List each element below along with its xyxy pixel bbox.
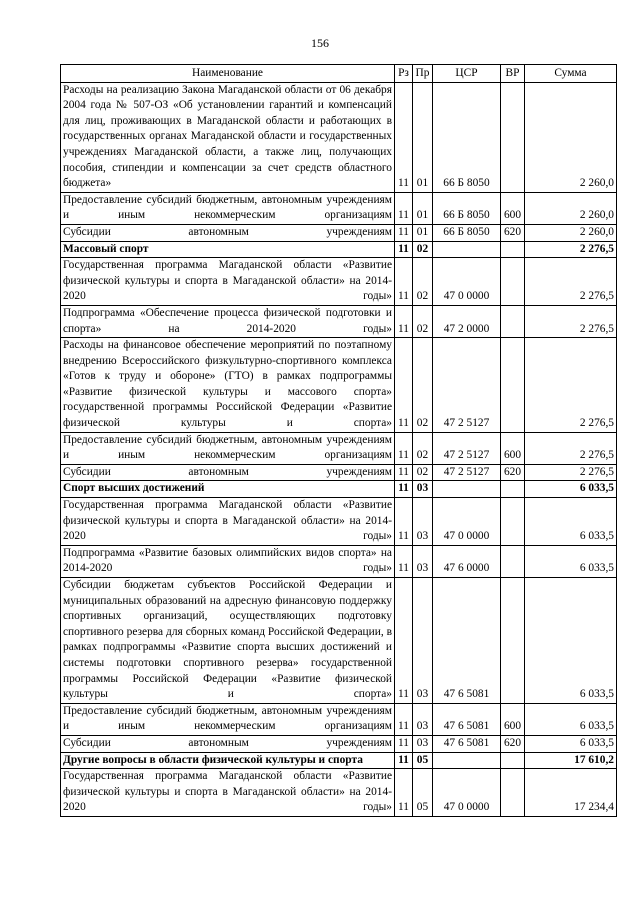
row-csr: 47 2 5127 [433, 338, 501, 433]
row-vr [501, 498, 525, 546]
header-name: Наименование [61, 65, 395, 83]
row-vr: 600 [501, 703, 525, 735]
row-pr: 01 [413, 192, 433, 224]
row-csr: 47 2 0000 [433, 305, 501, 337]
row-rz: 11 [395, 464, 413, 481]
row-csr: 47 6 5081 [433, 578, 501, 704]
row-pr: 02 [413, 432, 433, 464]
row-amount: 2 276,5 [525, 258, 617, 306]
table-row [61, 752, 617, 769]
header-sum: Сумма [525, 65, 617, 83]
row-vr: 620 [501, 224, 525, 241]
row-csr: 47 6 5081 [433, 703, 501, 735]
row-amount: 2 276,5 [525, 464, 617, 481]
row-pr: 01 [413, 224, 433, 241]
row-amount: 2 276,5 [525, 241, 617, 258]
budget-table [60, 64, 617, 817]
table-row [61, 481, 617, 498]
row-pr: 02 [413, 258, 433, 306]
table-row [61, 703, 617, 735]
row-pr: 03 [413, 498, 433, 546]
row-rz: 11 [395, 432, 413, 464]
row-csr [433, 752, 501, 769]
table-row [61, 338, 617, 433]
row-pr: 02 [413, 305, 433, 337]
row-amount: 6 033,5 [525, 545, 617, 577]
row-amount: 2 276,5 [525, 432, 617, 464]
row-vr [501, 578, 525, 704]
row-csr: 66 Б 8050 [433, 192, 501, 224]
row-name: Массовый спорт [61, 241, 395, 258]
row-vr: 600 [501, 192, 525, 224]
table-row [61, 464, 617, 481]
row-name: Субсидии автономным учреждениям [61, 464, 395, 481]
row-vr [501, 769, 525, 817]
row-name: Расходы на реализацию Закона Магаданской области от 06 декабря 2004 года № 507-ОЗ «Об установлении гарантий и компенсаций для лиц, проживающих в Магаданской области и работающих в государственных органах Магаданской области и государственных учреждениях Магаданской области, а также лиц, получающих пособия, стипендии и компенсации за счет средств областного бюджета» [61, 82, 395, 192]
row-rz: 11 [395, 703, 413, 735]
row-rz: 11 [395, 82, 413, 192]
row-rz: 11 [395, 735, 413, 752]
row-csr: 47 6 0000 [433, 545, 501, 577]
row-vr [501, 752, 525, 769]
row-name: Субсидии бюджетам субъектов Российской Федерации и муниципальных образований на адресную финансовую поддержку спортивных организаций, осуществляющих подготовку спортивного резерва для сборных команд Российской Федерации, в рамках подпрограммы «Развитие спорта высших достижений и системы подготовки спортивного резерва» государственной программы Российской Федерации «Развитие физической культуры и спорта» [61, 578, 395, 704]
row-pr: 03 [413, 735, 433, 752]
row-rz: 11 [395, 305, 413, 337]
row-csr: 47 6 5081 [433, 735, 501, 752]
row-rz: 11 [395, 578, 413, 704]
row-amount: 17 610,2 [525, 752, 617, 769]
row-amount: 6 033,5 [525, 498, 617, 546]
row-name: Предоставление субсидий бюджетным, автономным учреждениям и иным некоммерческим организациям [61, 703, 395, 735]
row-csr: 66 Б 8050 [433, 224, 501, 241]
row-amount: 6 033,5 [525, 735, 617, 752]
row-vr: 620 [501, 735, 525, 752]
table-row [61, 258, 617, 306]
row-vr [501, 338, 525, 433]
row-vr: 600 [501, 432, 525, 464]
header-csr: ЦСР [433, 65, 501, 83]
row-vr [501, 305, 525, 337]
row-amount: 2 260,0 [525, 82, 617, 192]
row-csr [433, 481, 501, 498]
row-csr: 47 2 5127 [433, 464, 501, 481]
row-rz: 11 [395, 258, 413, 306]
row-rz: 11 [395, 241, 413, 258]
row-amount: 2 276,5 [525, 338, 617, 433]
table-row [61, 498, 617, 546]
row-pr: 03 [413, 703, 433, 735]
table-row [61, 735, 617, 752]
row-rz: 11 [395, 338, 413, 433]
row-amount: 2 260,0 [525, 192, 617, 224]
row-vr [501, 481, 525, 498]
row-rz: 11 [395, 498, 413, 546]
row-name: Государственная программа Магаданской области «Развитие физической культуры и спорта в Магаданской области» на 2014-2020 годы» [61, 769, 395, 817]
row-pr: 02 [413, 241, 433, 258]
table-row [61, 192, 617, 224]
table-row [61, 241, 617, 258]
row-csr [433, 241, 501, 258]
header-pr: Пр [413, 65, 433, 83]
table-row [61, 545, 617, 577]
row-name: Спорт высших достижений [61, 481, 395, 498]
header-rz: Рз [395, 65, 413, 83]
row-vr [501, 241, 525, 258]
row-vr [501, 258, 525, 306]
row-name: Субсидии автономным учреждениям [61, 735, 395, 752]
table-row [61, 224, 617, 241]
table-row [61, 82, 617, 192]
table-row [61, 432, 617, 464]
row-rz: 11 [395, 769, 413, 817]
row-rz: 11 [395, 545, 413, 577]
row-name: Подпрограмма «Развитие базовых олимпийских видов спорта» на 2014-2020 годы» [61, 545, 395, 577]
row-csr: 47 2 5127 [433, 432, 501, 464]
row-name: Государственная программа Магаданской области «Развитие физической культуры и спорта в Магаданской области» на 2014-2020 годы» [61, 498, 395, 546]
row-csr: 47 0 0000 [433, 769, 501, 817]
table-row [61, 305, 617, 337]
row-pr: 05 [413, 769, 433, 817]
row-name: Государственная программа Магаданской области «Развитие физической культуры и спорта в Магаданской области» на 2014-2020 годы» [61, 258, 395, 306]
row-rz: 11 [395, 752, 413, 769]
row-pr: 03 [413, 481, 433, 498]
page-number: 156 [311, 36, 329, 50]
row-vr [501, 82, 525, 192]
row-pr: 03 [413, 578, 433, 704]
table-row [61, 578, 617, 704]
row-name: Предоставление субсидий бюджетным, автономным учреждениям и иным некоммерческим организациям [61, 192, 395, 224]
row-amount: 17 234,4 [525, 769, 617, 817]
row-csr: 47 0 0000 [433, 498, 501, 546]
row-amount: 6 033,5 [525, 481, 617, 498]
header-vr: ВР [501, 65, 525, 83]
row-pr: 01 [413, 82, 433, 192]
row-amount: 2 276,5 [525, 305, 617, 337]
table-header-row [61, 65, 617, 83]
row-csr: 47 0 0000 [433, 258, 501, 306]
row-pr: 02 [413, 338, 433, 433]
row-name: Субсидии автономным учреждениям [61, 224, 395, 241]
row-name: Предоставление субсидий бюджетным, автономным учреждениям и иным некоммерческим организациям [61, 432, 395, 464]
table-row [61, 769, 617, 817]
row-amount: 6 033,5 [525, 703, 617, 735]
row-pr: 03 [413, 545, 433, 577]
row-rz: 11 [395, 192, 413, 224]
row-vr: 620 [501, 464, 525, 481]
row-name: Расходы на финансовое обеспечение мероприятий по поэтапному внедрению Всероссийского физкультурно-спортивного комплекса «Готов к труду и обороне» (ГТО) в рамках подпрограммы «Развитие физической культуры и массового спорта» государственной программы Российской Федерации «Развитие физической культуры и спорта» [61, 338, 395, 433]
row-rz: 11 [395, 481, 413, 498]
row-vr [501, 545, 525, 577]
row-name: Подпрограмма «Обеспечение процесса физической подготовки и спорта» на 2014-2020 годы» [61, 305, 395, 337]
row-amount: 6 033,5 [525, 578, 617, 704]
row-name: Другие вопросы в области физической культуры и спорта [61, 752, 395, 769]
row-pr: 02 [413, 464, 433, 481]
row-pr: 05 [413, 752, 433, 769]
row-csr: 66 Б 8050 [433, 82, 501, 192]
row-rz: 11 [395, 224, 413, 241]
row-amount: 2 260,0 [525, 224, 617, 241]
